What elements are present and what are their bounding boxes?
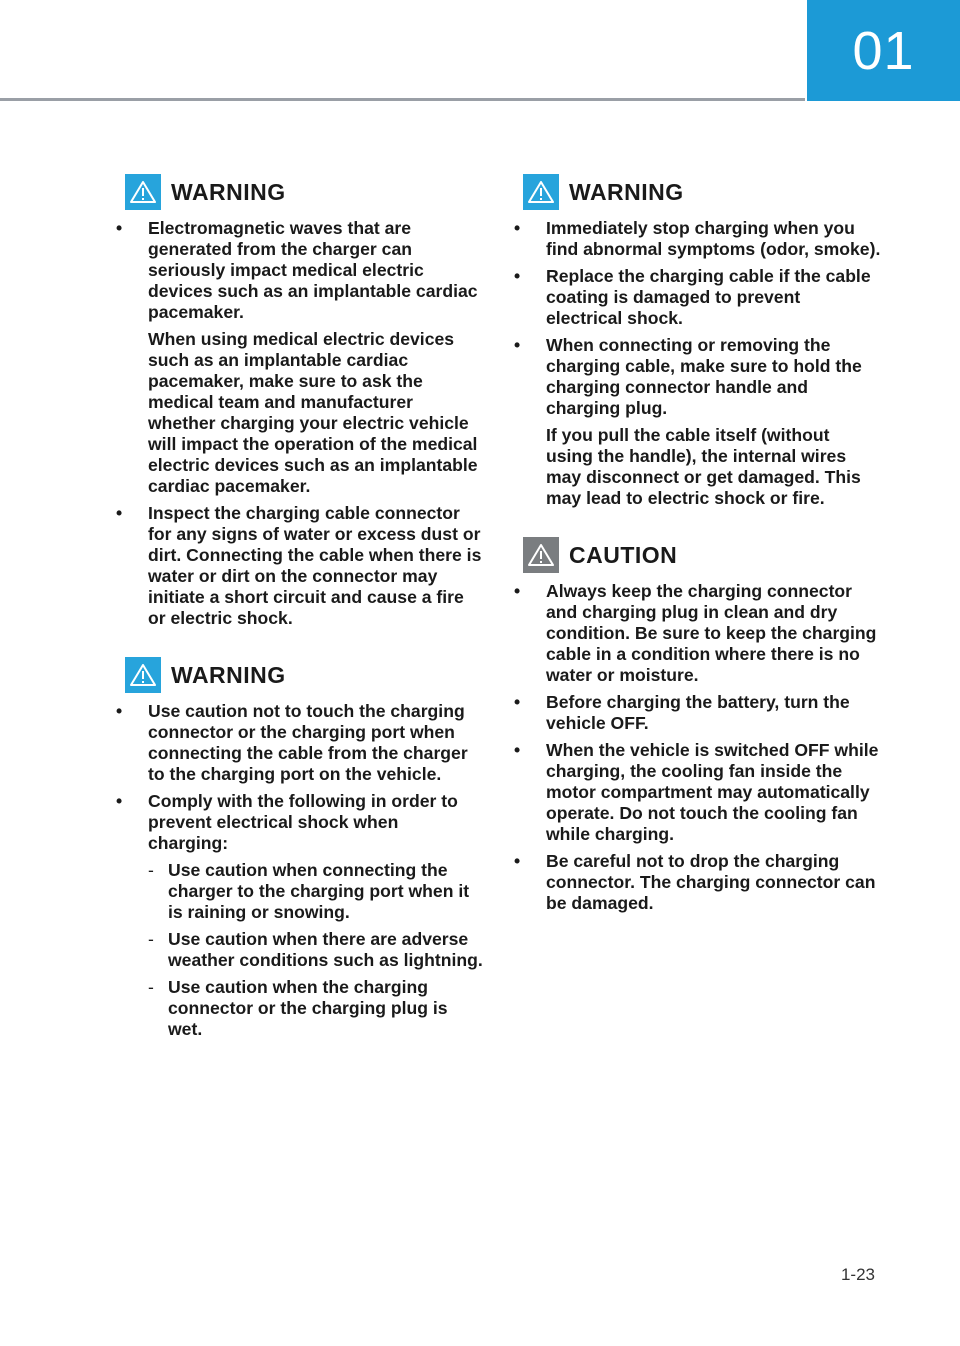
sub-list-item: - Use caution when there are adverse weather conditions such as lightning.: [148, 929, 483, 971]
list-item: [511, 692, 881, 734]
list-item: [511, 851, 881, 914]
list-item: [511, 266, 881, 329]
item-text: Immediately stop charging when you find abnormal symptoms (odor, smoke).: [546, 218, 881, 259]
item-text: When connecting or removing the charging cable, make sure to hold the charging connector handle and charging plug.: [546, 335, 862, 418]
warning-notice-3: [511, 170, 881, 509]
right-column: [511, 170, 881, 938]
warning-triangle-icon: [125, 174, 161, 210]
item-text: Replace the charging cable if the cable coating is damaged to prevent electrical shock.: [546, 266, 871, 328]
header-rule: [0, 98, 805, 101]
page-number: 1-23: [840, 1265, 875, 1284]
item-text: When the vehicle is switched OFF while charging, the cooling fan inside the motor compartment may automatically operate. Do not touch the cooling fan while charging.: [546, 740, 879, 844]
notice-header: [511, 533, 881, 577]
notice-header: [113, 653, 483, 697]
sub-list-item: - Use caution when connecting the charger to the charging port when it is raining or snowing.: [148, 860, 483, 923]
item-text: Always keep the charging connector and charging plug in clean and dry condition. Be sure to keep the charging cable in a condition where there is no water or moisture.: [546, 581, 877, 685]
caution-notice: [511, 533, 881, 914]
list-item: [113, 503, 483, 629]
list-item: [511, 581, 881, 686]
warning-triangle-icon: [125, 657, 161, 693]
left-column: [113, 170, 483, 1064]
caution-triangle-icon: [523, 537, 559, 573]
notice-title: WARNING: [171, 178, 286, 205]
chapter-tab: [807, 0, 960, 101]
list-item: [113, 791, 483, 1040]
item-text: Before charging the battery, turn the vehicle OFF.: [546, 692, 850, 733]
notice-title: WARNING: [171, 661, 286, 688]
item-text: Inspect the charging cable connector for any signs of water or excess dust or dirt. Connecting the cable when there is water or dirt on the connector may initiate a short circuit and cause a fire or electric shock.: [148, 503, 482, 628]
item-text: Comply with the following in order to prevent electrical shock when charging:: [148, 791, 458, 853]
item-text: Electromagnetic waves that are generated from the charger can seriously impact medical electric devices such as an implantable cardiac pacemaker.: [148, 218, 478, 322]
bullet-list: [113, 701, 483, 1040]
notice-header: [113, 170, 483, 214]
chapter-number: 01: [852, 20, 915, 81]
item-text: Use caution not to touch the charging connector or the charging port when connecting the cable from the charger to the charging port on the vehicle.: [148, 701, 468, 784]
sub-list: [148, 860, 483, 1040]
bullet-list: [511, 218, 881, 509]
list-item: [511, 335, 881, 509]
list-item: [511, 740, 881, 845]
list-item: [511, 218, 881, 260]
warning-notice-2: [113, 653, 483, 1040]
item-text: Be careful not to drop the charging connector. The charging connector can be damaged.: [546, 851, 876, 913]
warning-notice-1: [113, 170, 483, 629]
bullet-list: [511, 581, 881, 914]
warning-triangle-icon: [523, 174, 559, 210]
sub-list-item: - Use caution when the charging connector or the charging plug is wet.: [148, 977, 483, 1040]
notice-title: CAUTION: [569, 541, 678, 568]
bullet-list: [113, 218, 483, 629]
item-extra-text: When using medical electric devices such as an implantable cardiac pacemaker, make sure to ask the medical team and manufacturer whether charging your electric vehicle will impact the operation of the medical electric devices such as an implantable cardiac pacemaker.: [148, 329, 478, 496]
list-item: [113, 701, 483, 785]
item-extra-text: If you pull the cable itself (without using the handle), the internal wires may disconnect or get damaged. This may lead to electric shock or fire.: [546, 425, 861, 508]
list-item: [113, 218, 483, 497]
notice-header: [511, 170, 881, 214]
notice-title: WARNING: [569, 178, 684, 205]
